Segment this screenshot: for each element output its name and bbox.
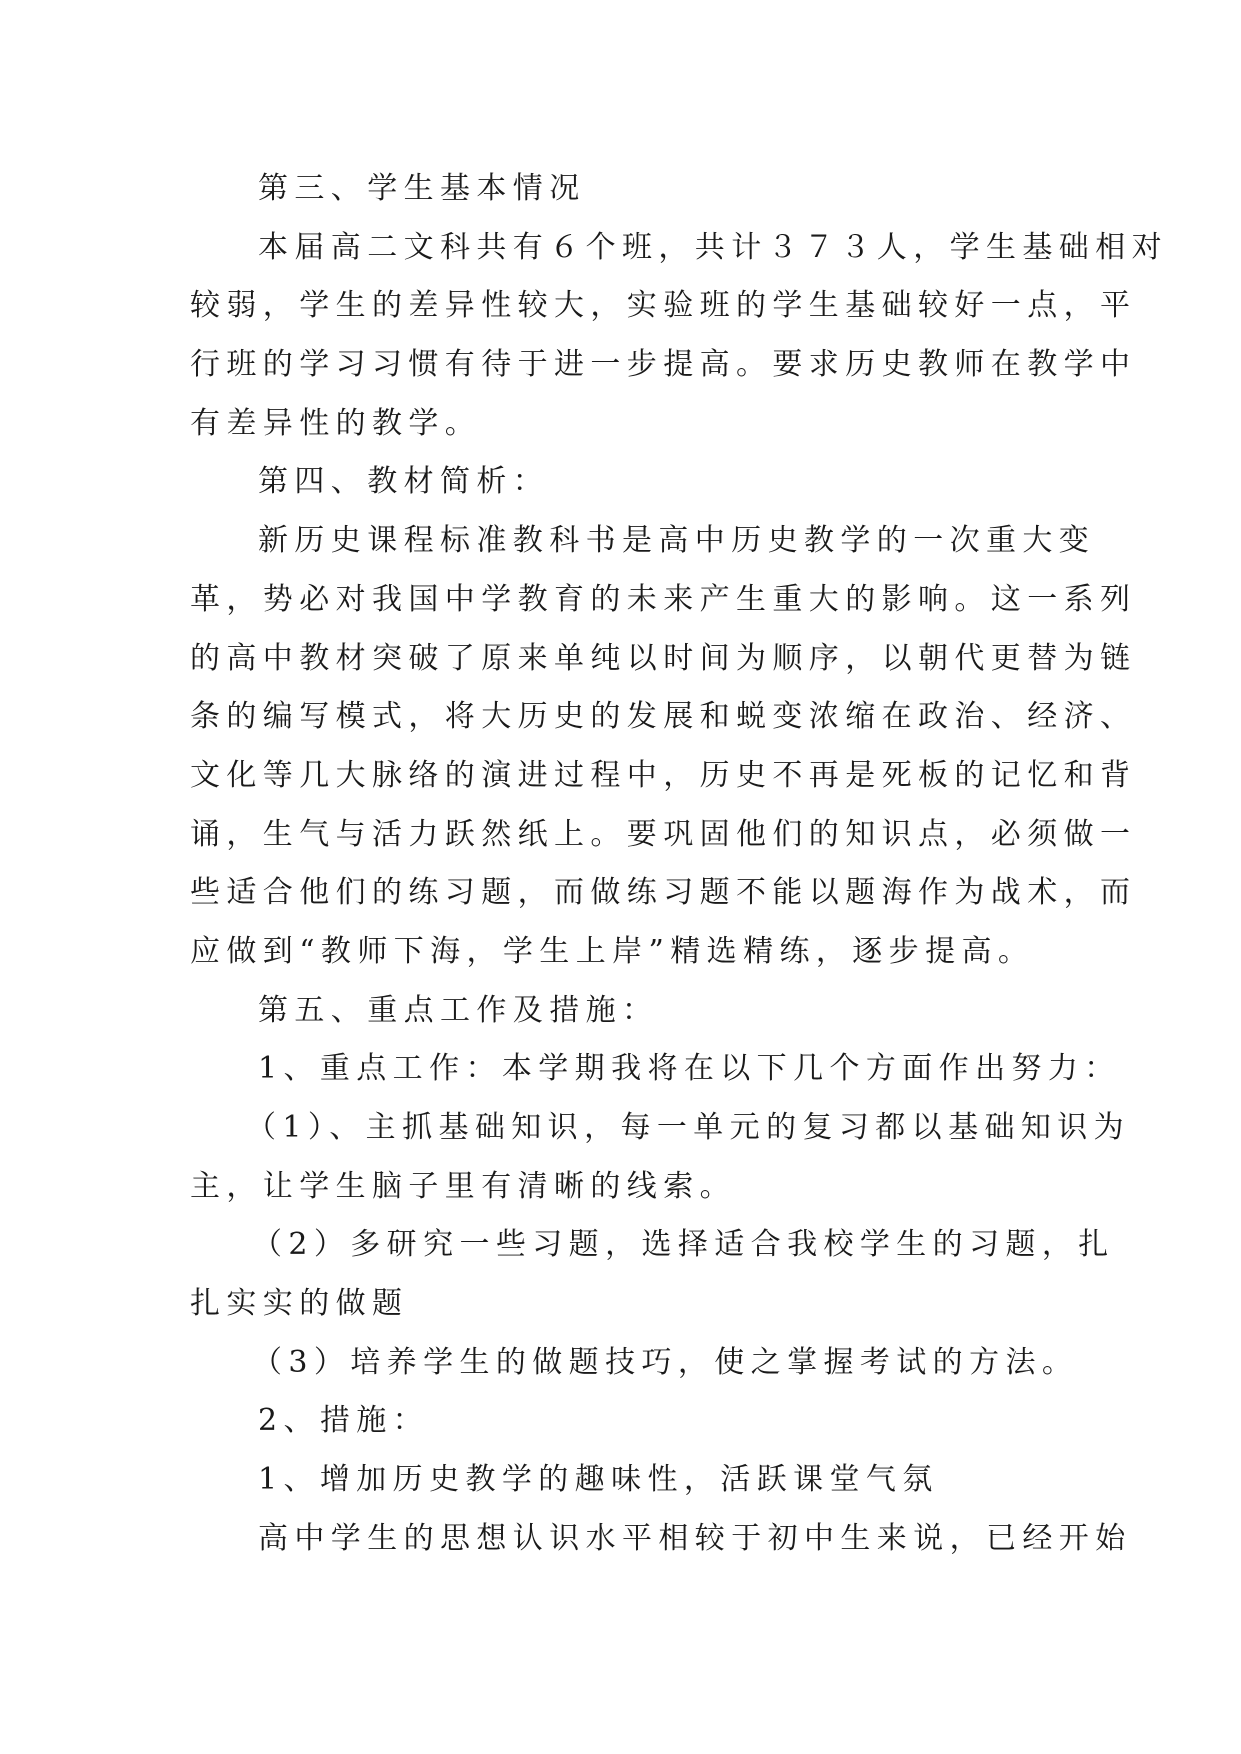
measure-item-1: 1、增加历史教学的趣味性，活跃课堂气氛 [258, 1462, 939, 1498]
section-heading-work: 第五、重点工作及措施： [258, 992, 659, 1028]
paragraph-line: 文化等几大脉络的演进过程中，历史不再是死板的记忆和背 [190, 757, 1137, 793]
section-heading-textbook: 第四、教材简析： [258, 464, 550, 500]
body-text [190, 160, 1168, 1569]
list-heading-key-work: 1、重点工作：本学期我将在以下几个方面作出努力： [258, 1051, 1121, 1087]
paragraph-line: 扎实实的做题 [190, 1286, 409, 1322]
paragraph-line: 的高中教材突破了原来单纯以时间为顺序，以朝代更替为链 [190, 640, 1137, 676]
list-item-2: （2）多研究一些习题，选择适合我校学生的习题，扎 [252, 1227, 1115, 1263]
paragraph-line: 革，势必对我国中学教育的未来产生重大的影响。这一系列 [190, 581, 1137, 617]
list-item-1: （1）、主抓基础知识，每一单元的复习都以基础知识为 [246, 1110, 1131, 1145]
paragraph-line: 本届高二文科共有６个班，共计３７３人，学生基础相对 [258, 229, 1168, 265]
paragraph-line: 高中学生的思想认识水平相较于初中生来说，已经开始 [258, 1520, 1132, 1556]
paragraph-line: 新历史课程标准教科书是高中历史教学的一次重大变 [258, 523, 1096, 559]
paragraph-line: 些适合他们的练习题，而做练习题不能以题海作为战术，而 [190, 875, 1137, 911]
paragraph-line: 应做到“教师下海，学生上岸”精选精练，逐步提高。 [190, 933, 1035, 969]
list-heading-measures: 2、措施： [258, 1403, 430, 1439]
paragraph-line: 诵，生气与活力跃然纸上。要巩固他们的知识点，必须做一 [190, 816, 1137, 852]
list-item-3: （3）培养学生的做题技巧，使之掌握考试的方法。 [252, 1344, 1079, 1380]
paragraph-line: 主，让学生脑子里有清晰的线索。 [190, 1168, 736, 1204]
section-heading-students: 第三、学生基本情况 [258, 171, 586, 206]
paragraph-line: 条的编写模式，将大历史的发展和蜕变浓缩在政治、经济、 [190, 699, 1137, 735]
paragraph-line: 较弱，学生的差异性较大，实验班的学生基础较好一点，平 [190, 288, 1137, 324]
paragraph-line: 有差异性的教学。 [190, 405, 482, 441]
paragraph-line: 行班的学习习惯有待于进一步提高。要求历史教师在教学中 [190, 347, 1137, 383]
